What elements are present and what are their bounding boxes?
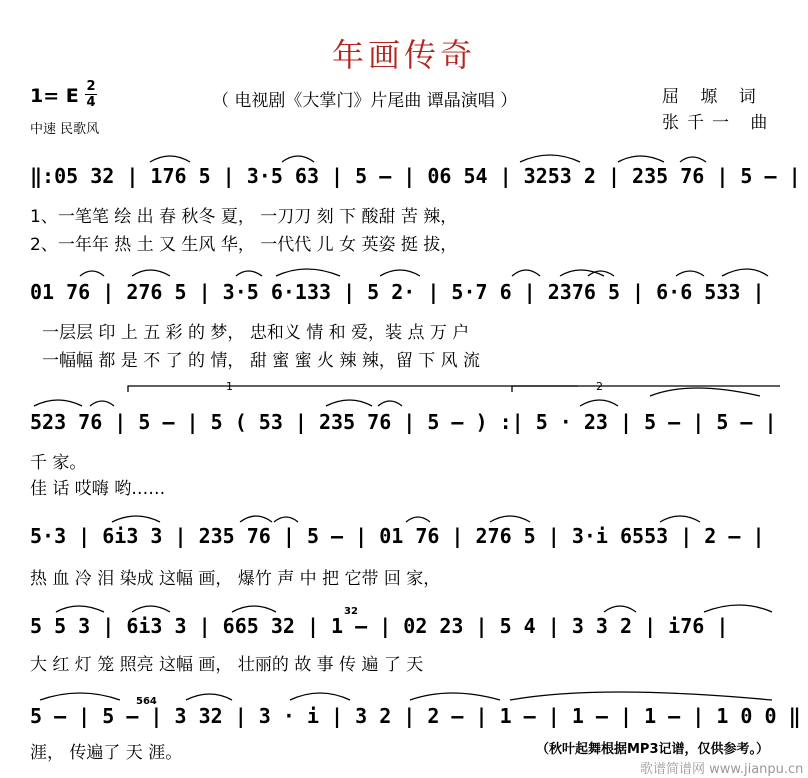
ending-2-label: 2: [596, 380, 603, 393]
grace-note-564: 564: [136, 696, 157, 707]
slur: [676, 271, 704, 276]
composer-credit: 张千一 曲: [662, 113, 776, 133]
slur: [40, 693, 120, 700]
slur: [512, 270, 540, 276]
slur: [274, 517, 298, 522]
notes-row-5: 5 5 3 | 6i3 3 | 665 32 | 1 – | 02 23 | 5 4 | 3 3 2 | i76 |: [30, 614, 729, 638]
slur: [150, 156, 190, 162]
slur: [406, 517, 430, 522]
slur: [290, 693, 350, 700]
slur: [186, 694, 232, 700]
slur: [240, 516, 272, 522]
slur: [510, 692, 772, 700]
ending-bracket-1: [128, 386, 578, 392]
slur: [660, 516, 700, 522]
ending-bracket-2: [512, 386, 780, 392]
lyric-row-6: 涯， 传遍了 天 涯。: [30, 743, 183, 763]
lyric-row-1-verse-2: 2、一年年 热 土 又 生风 华， 一代代 儿 女 英姿 挺 拔，: [30, 235, 458, 255]
slur: [282, 156, 314, 162]
ending-1-label: 1: [226, 380, 233, 393]
slur: [132, 270, 170, 276]
slur: [520, 155, 580, 162]
slur: [236, 271, 262, 276]
transcription-footnote: （秋叶起舞根据MP3记谱，仅供参考。）: [536, 742, 770, 757]
slur: [232, 606, 276, 612]
slur: [704, 605, 772, 612]
slur: [34, 400, 82, 406]
notes-row-4: 5·3 | 6i3 3 | 235 76 | 5 – | 01 76 | 276 5 | 3·i 6553 | 2 – |: [30, 524, 765, 548]
song-title: 年画传奇: [331, 36, 476, 74]
lyric-row-5: 大 红 灯 笼 照亮 这幅 画， 壮丽的 故 事 传 遍 了 天: [30, 655, 424, 675]
lyric-row-1-verse-1: 1、一笔笔 绘 出 春 秋冬 夏， 一刀刀 刻 下 酸甜 苦 辣，: [30, 207, 458, 227]
slur: [90, 401, 114, 406]
slur: [378, 401, 402, 406]
meter-top: 2: [86, 79, 96, 94]
slur: [112, 516, 160, 522]
slur: [680, 157, 706, 162]
notes-row-6: 5 – | 5 – | 3 32 | 3 · i | 3 2 | 2 – | 1 – | 1 – | 1 – | 1 0 0 ‖: [30, 704, 801, 728]
tempo-marking: 中速 民歌风: [30, 122, 100, 137]
lyric-row-2-verse-2: 一幅幅 都 是 不 了 的 情， 甜 蜜 蜜 火 辣 辣，留 下 风 流: [42, 351, 481, 371]
notes-row-1: ‖:05 32 | 176 5 | 3·5 63 | 5 – | 06 54 | 3253 2 | 235 76 | 5 – |: [30, 164, 801, 188]
lyric-row-4: 热 血 冷 泪 染成 这幅 画， 爆竹 声 中 把 它带 回 家，: [30, 569, 441, 589]
notes-row-3: 523 76 | 5 – | 5 ( 53 | 235 76 | 5 – ) :| 5 · 23 | 5 – | 5 – |: [30, 410, 777, 434]
slur: [276, 269, 340, 276]
slur: [650, 388, 760, 396]
slur: [132, 606, 170, 612]
site-watermark: 歌谱简谱网 www.jianpu.cn: [640, 762, 804, 777]
slur: [410, 693, 500, 700]
slur: [490, 516, 530, 522]
slur: [80, 271, 104, 276]
lyric-row-2-verse-1: 一层层 印 上 五 彩 的 梦， 忠和义 情 和 爱，装 点 万 户: [42, 323, 470, 343]
slur: [618, 156, 664, 162]
slur: [722, 269, 768, 276]
slur: [326, 400, 372, 406]
lyric-row-3-verse-1: 千 家。: [30, 453, 87, 473]
notes-row-2: 01 76 | 276 5 | 3·5 6·133 | 5 2· | 5·7 6 | 2376 5 | 6·6 533 |: [30, 280, 765, 304]
lyric-row-3-verse-2: 佳 话 哎嗨 哟……: [30, 479, 166, 499]
subtitle: （ 电视剧《大掌门》片尾曲 谭晶演唱 ）: [212, 91, 518, 111]
slur: [380, 270, 420, 276]
slur: [580, 400, 618, 406]
slur: [604, 606, 636, 612]
key-signature: 1= E: [30, 85, 79, 107]
lyricist-credit: 屈 塬 词: [662, 87, 764, 107]
grace-note-32: 32: [344, 606, 358, 617]
meter-bottom: 4: [86, 95, 96, 110]
slur: [56, 606, 104, 612]
